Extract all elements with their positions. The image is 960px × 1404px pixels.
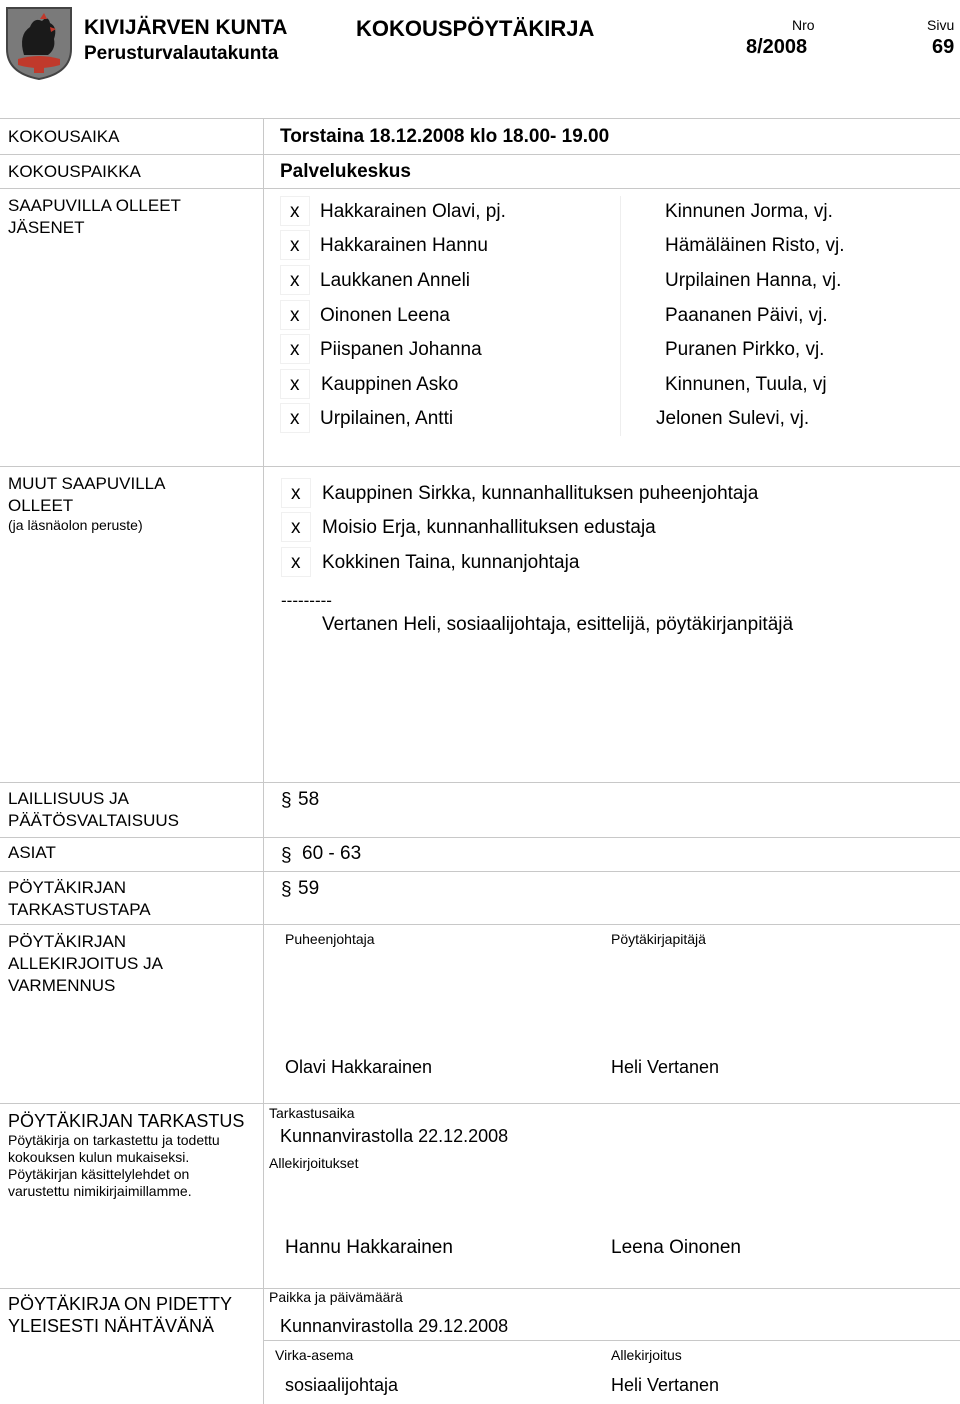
review-note: Pöytäkirja on tarkastettu ja todettu kokouksen kulun mukaiseksi. Pöytäkirjan käsittelylehdet on varustettu nimikirjaimillamme.	[8, 1132, 220, 1199]
legality-value: 58	[298, 789, 320, 810]
attendance-mark: x	[290, 235, 300, 256]
other-attendee: Kauppinen Sirkka, kunnanhallituksen puheenjohtaja	[322, 483, 759, 504]
public-label: PÖYTÄKIRJA ON PIDETTY	[8, 1294, 233, 1314]
member-name: Oinonen Leena	[320, 305, 450, 326]
separator-text: ---------	[281, 591, 332, 610]
public-label: YLEISESTI NÄHTÄVÄNÄ	[8, 1316, 215, 1336]
position-value: sosiaalijohtaja	[285, 1375, 399, 1395]
matters-label: ASIAT	[8, 843, 56, 862]
other-attendee: Kokkinen Taina, kunnanjohtaja	[322, 552, 580, 573]
member-name: Hakkarainen Olavi, pj.	[320, 201, 506, 222]
attendance-mark: x	[291, 517, 301, 538]
reviewer-name: Hannu Hakkarainen	[285, 1237, 453, 1258]
municipality-name: KIVIJÄRVEN KUNTA	[84, 16, 288, 39]
chair-label: Puheenjohtaja	[285, 931, 375, 947]
member-name: Hakkarainen Hannu	[320, 235, 488, 256]
attendance-mark: x	[290, 201, 300, 222]
review-method-value: 59	[298, 878, 320, 899]
others-note: (ja läsnäolon peruste)	[8, 517, 143, 533]
divider	[0, 154, 960, 155]
attendance-mark: x	[290, 374, 300, 395]
divider	[0, 782, 960, 783]
nro-label: Nro	[792, 17, 815, 33]
member-name: Piispanen Johanna	[320, 339, 482, 360]
column-divider	[263, 118, 264, 1404]
sivu-value: 69	[932, 36, 955, 58]
divider	[264, 1340, 960, 1341]
signing-label: VARMENNUS	[8, 976, 116, 995]
member-name: Kauppinen Asko	[321, 374, 459, 395]
divider	[0, 466, 960, 467]
section-sign: §	[281, 790, 292, 811]
municipal-crest-icon	[4, 5, 74, 81]
attendance-mark: x	[290, 305, 300, 326]
divider	[0, 188, 960, 189]
deputy-column-divider	[620, 196, 621, 436]
board-name: Perusturvalautakunta	[84, 43, 279, 64]
deputy-name: Hämäläinen Risto, vj.	[665, 235, 845, 256]
divider	[0, 1103, 960, 1104]
position-label: Virka-asema	[275, 1347, 354, 1363]
signature-label: Allekirjoitus	[611, 1347, 682, 1363]
others-label: OLLEET	[8, 496, 74, 515]
deputy-name: Jelonen Sulevi, vj.	[656, 408, 810, 429]
divider	[0, 837, 960, 838]
secretary-label: Pöytäkirjapitäjä	[611, 931, 706, 947]
member-name: Urpilainen, Antti	[320, 408, 454, 429]
deputy-name: Urpilainen Hanna, vj.	[665, 270, 842, 291]
attendance-mark: x	[291, 552, 301, 573]
review-time-value: Kunnanvirastolla 22.12.2008	[280, 1126, 509, 1146]
legality-label: LAILLISUUS JA	[8, 789, 129, 808]
members-label: JÄSENET	[8, 218, 85, 237]
public-place-value: Kunnanvirastolla 29.12.2008	[280, 1316, 509, 1336]
chair-name: Olavi Hakkarainen	[285, 1057, 433, 1077]
attendance-mark: x	[290, 339, 300, 360]
deputy-name: Kinnunen Jorma, vj.	[665, 201, 833, 222]
sivu-label: Sivu	[927, 17, 955, 33]
meeting-place-label: KOKOUSPAIKKA	[8, 162, 141, 181]
signature-value: Heli Vertanen	[611, 1375, 720, 1395]
legality-label: PÄÄTÖSVALTAISUUS	[8, 811, 179, 830]
document-type: KOKOUSPÖYTÄKIRJA	[356, 16, 595, 41]
others-label: MUUT SAAPUVILLA	[8, 474, 166, 493]
meeting-place-value: Palvelukeskus	[280, 161, 411, 182]
reviewer-name: Leena Oinonen	[611, 1237, 741, 1258]
deputy-name: Puranen Pirkko, vj.	[665, 339, 825, 360]
review-signatures-label: Allekirjoitukset	[269, 1155, 359, 1171]
attendance-mark: x	[290, 270, 300, 291]
review-label: PÖYTÄKIRJAN TARKASTUS	[8, 1111, 245, 1131]
signing-label: PÖYTÄKIRJAN	[8, 932, 127, 951]
other-attendee: Moisio Erja, kunnanhallituksen edustaja	[322, 517, 656, 538]
secretary-line: Vertanen Heli, sosiaalijohtaja, esittelijä, pöytäkirjanpitäjä	[322, 614, 794, 635]
review-time-label: Tarkastusaika	[269, 1105, 355, 1121]
signing-label: ALLEKIRJOITUS JA	[8, 954, 163, 973]
deputy-name: Kinnunen, Tuula, vj	[665, 374, 827, 395]
divider	[0, 924, 960, 925]
secretary-name: Heli Vertanen	[611, 1057, 720, 1077]
section-sign: §	[281, 879, 292, 900]
review-method-label: TARKASTUSTAPA	[8, 900, 151, 919]
members-label: SAAPUVILLA OLLEET	[8, 196, 181, 215]
review-method-label: PÖYTÄKIRJAN	[8, 878, 127, 897]
deputy-name: Paananen Päivi, vj.	[665, 305, 828, 326]
attendance-mark: x	[291, 483, 301, 504]
divider	[0, 118, 960, 119]
meeting-time-label: KOKOUSAIKA	[8, 127, 120, 146]
attendance-mark: x	[290, 408, 300, 429]
nro-value: 8/2008	[746, 36, 808, 58]
divider	[0, 1288, 960, 1289]
divider	[0, 871, 960, 872]
member-name: Laukkanen Anneli	[320, 270, 471, 291]
section-sign: §	[281, 845, 292, 866]
matters-value: 60 - 63	[302, 843, 362, 864]
public-place-label: Paikka ja päivämäärä	[269, 1289, 403, 1305]
meeting-time-value: Torstaina 18.12.2008 klo 18.00- 19.00	[280, 126, 610, 147]
